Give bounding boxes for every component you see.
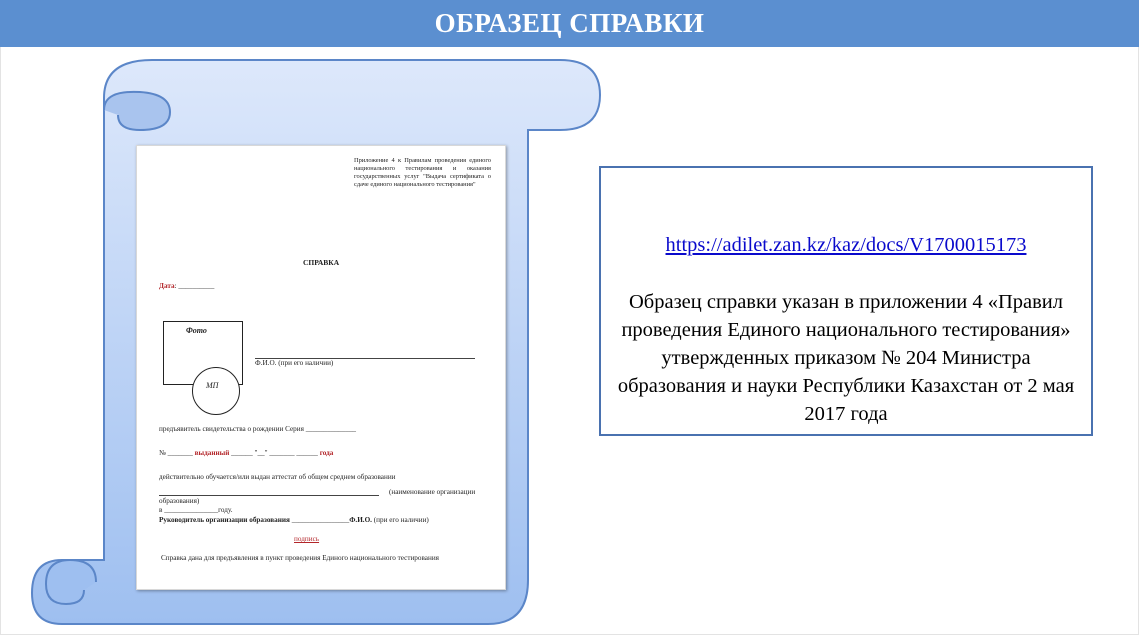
signature-label: подпись xyxy=(294,535,320,543)
year-line: в _______________году. xyxy=(159,506,233,514)
date-label: Дата xyxy=(159,282,175,290)
issued-row xyxy=(159,449,333,458)
certificate-sample-document xyxy=(136,145,506,590)
year-label: года xyxy=(319,449,334,457)
issued-date-blanks: ______ "__" _______ ______ xyxy=(231,449,318,457)
head-fio: Ф.И.О. xyxy=(349,516,372,524)
org-name-caption: (наименование организации xyxy=(389,488,476,496)
head-label: Руководитель организации образования xyxy=(159,516,290,524)
head-blank: ________________ xyxy=(291,516,350,524)
birth-certificate-line: предъявитель свидетельства о рождении Серия ______________ xyxy=(159,425,357,433)
stamp-label: МП xyxy=(206,381,219,390)
source-description: Образец справки указан в приложении 4 «Правил проведения Единого национального тестирования» утвержденных приказом № 204 Министра образования и науки Республики Казахстан от 2 мая 2017 года xyxy=(617,291,1075,425)
fio-caption: Ф.И.О. (при его наличии) xyxy=(255,359,334,367)
head-fio-note: (при его наличии) xyxy=(373,516,429,524)
annex-note: Приложение 4 к Правилам проведения единого национального тестирования и оказания государственных услуг "Выдача сертификата о сдаче единого национального тестирования" xyxy=(354,157,491,188)
head-signature-row xyxy=(159,516,429,525)
document-title: СПРАВКА xyxy=(303,258,340,267)
footer-line: Справка дана для предъявления в пункт проведения Единого национального тестирования xyxy=(161,554,439,562)
slide-title: ОБРАЗЕЦ СПРАВКИ xyxy=(434,8,705,38)
org-name-end: образования) xyxy=(159,497,200,505)
org-name-line xyxy=(159,495,379,496)
adilet-link[interactable]: https://adilet.zan.kz/kaz/docs/V1700015173 xyxy=(665,234,1027,256)
date-blank: : __________ xyxy=(174,282,215,290)
stamp-circle xyxy=(192,367,240,415)
photo-label: Фото xyxy=(186,326,207,335)
study-line: действительно обучается/или выдан аттестат об общем среднем образовании xyxy=(159,473,396,481)
date-row xyxy=(159,282,214,291)
source-info-box xyxy=(599,166,1093,436)
number-blank: № _______ xyxy=(159,449,193,457)
issued-label: выданный xyxy=(194,449,230,457)
